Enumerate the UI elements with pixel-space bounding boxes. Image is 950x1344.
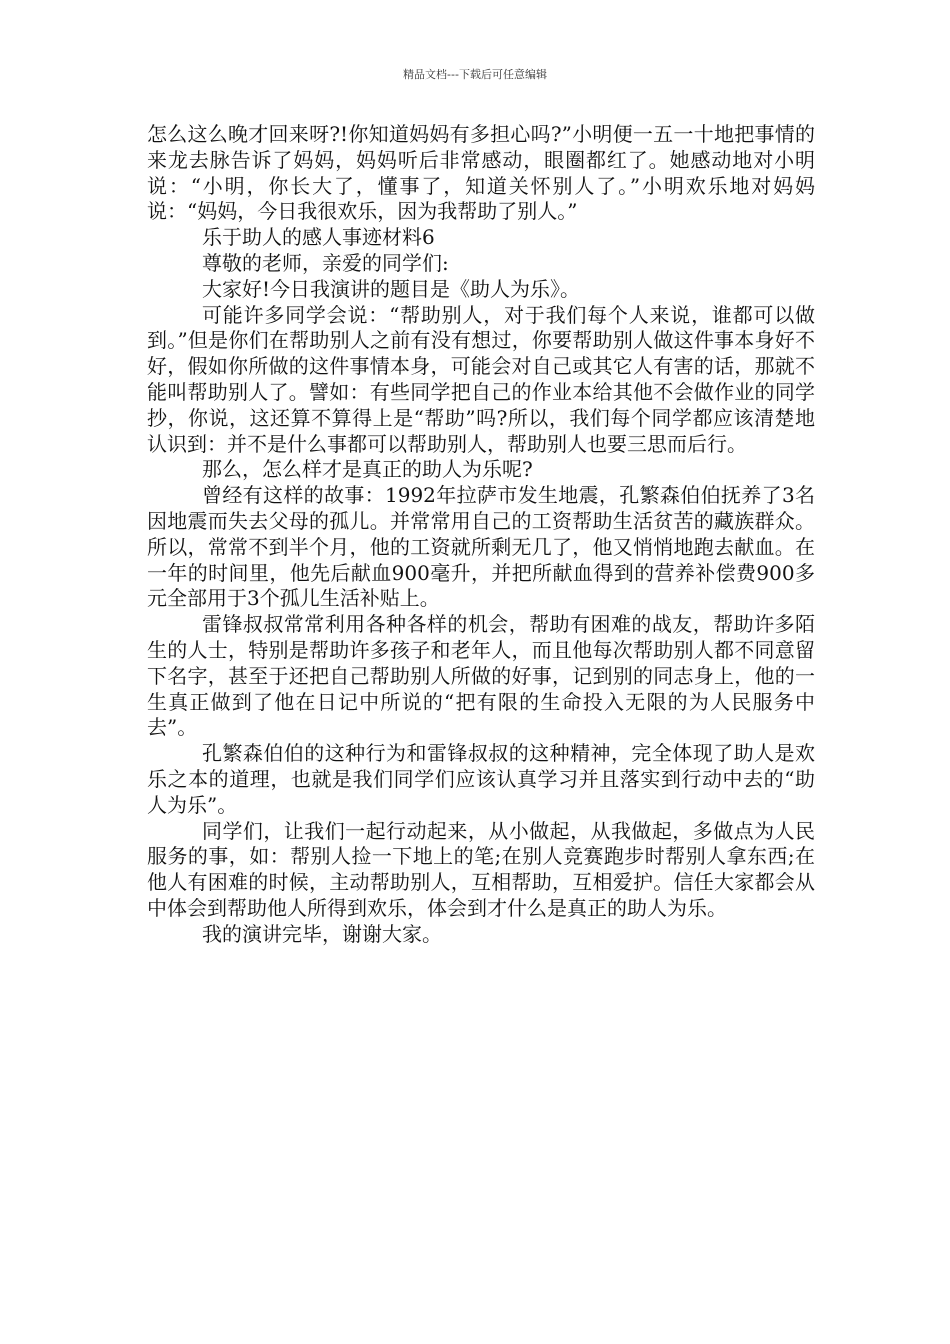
paragraph-2: 乐于助人的感人事迹材料6	[202, 225, 435, 250]
paragraph-7: 曾经有这样的故事：1992年拉萨市发生地震，孔繁森伯伯抚养了3名因地震而失去父母的孤儿。并常常用自己的工资帮助生活贫苦的藏族群众。所以，常常不到半个月，他的工资就所剩无几了，他又悄悄地跑去献血。在一年的时间里，他先后献血900毫升，并把所献血得到的营养补偿费900多元全部用于3个孤儿生活补贴上。	[147, 483, 815, 611]
paragraph-11: 我的演讲完毕，谢谢大家。	[202, 921, 442, 946]
paragraph-3: 尊敬的老师，亲爱的同学们:	[202, 250, 449, 275]
paragraph-6: 那么，怎么样才是真正的助人为乐呢?	[202, 457, 533, 482]
document-body	[147, 122, 815, 948]
paragraph-4: 大家好!今日我演讲的题目是《助人为乐》。	[202, 276, 581, 301]
paragraph-5: 可能许多同学会说：“帮助别人，对于我们每个人来说，谁都可以做到。”但是你们在帮助别人之前有没有想过，你要帮助别人做这件事本身好不好，假如你所做的这件事情本身，可能会对自己或其它人有害的话，那就不能叫帮助别人了。譬如：有些同学把自己的作业本给其他不会做作业的同学抄，你说，这还算不算得上是“帮助”吗?所以，我们每个同学都应该清楚地认识到：并不是什么事都可以帮助别人，帮助别人也要三思而后行。	[147, 302, 815, 456]
paragraph-9: 孔繁森伯伯的这种行为和雷锋叔叔的这种精神，完全体现了助人是欢乐之本的道理，也就是我们同学们应该认真学习并且落实到行动中去的“助人为乐”。	[147, 741, 815, 817]
paragraph-10: 同学们，让我们一起行动起来，从小做起，从我做起，多做点为人民服务的事，如：帮别人捡一下地上的笔;在别人竞赛跑步时帮别人拿东西;在他人有困难的时候，主动帮助别人，互相帮助，互相爱护。信任大家都会从中体会到帮助他人所得到欢乐，体会到才什么是真正的助人为乐。	[147, 818, 815, 920]
page-header: 精品文档---下载后可任意编辑	[403, 68, 547, 81]
paragraph-8: 雷锋叔叔常常利用各种各样的机会，帮助有困难的战友，帮助许多陌生的人士，特别是帮助许多孩子和老年人，而且他每次帮助别人都不同意留下名字，甚至于还把自己帮助别人所做的好事，记到别的同志身上，他的一生真正做到了他在日记中所说的“把有限的生命投入无限的为人民服务中去”。	[147, 612, 815, 740]
paragraph-1: 怎么这么晚才回来呀?!你知道妈妈有多担心吗?”小明便一五一十地把事情的来龙去脉告诉了妈妈，妈妈听后非常感动，眼圈都红了。她感动地对小明说：“小明，你长大了，懂事了，知道关怀别人了。”小明欢乐地对妈妈说：“妈妈，今日我很欢乐，因为我帮助了别人。”	[147, 122, 815, 224]
